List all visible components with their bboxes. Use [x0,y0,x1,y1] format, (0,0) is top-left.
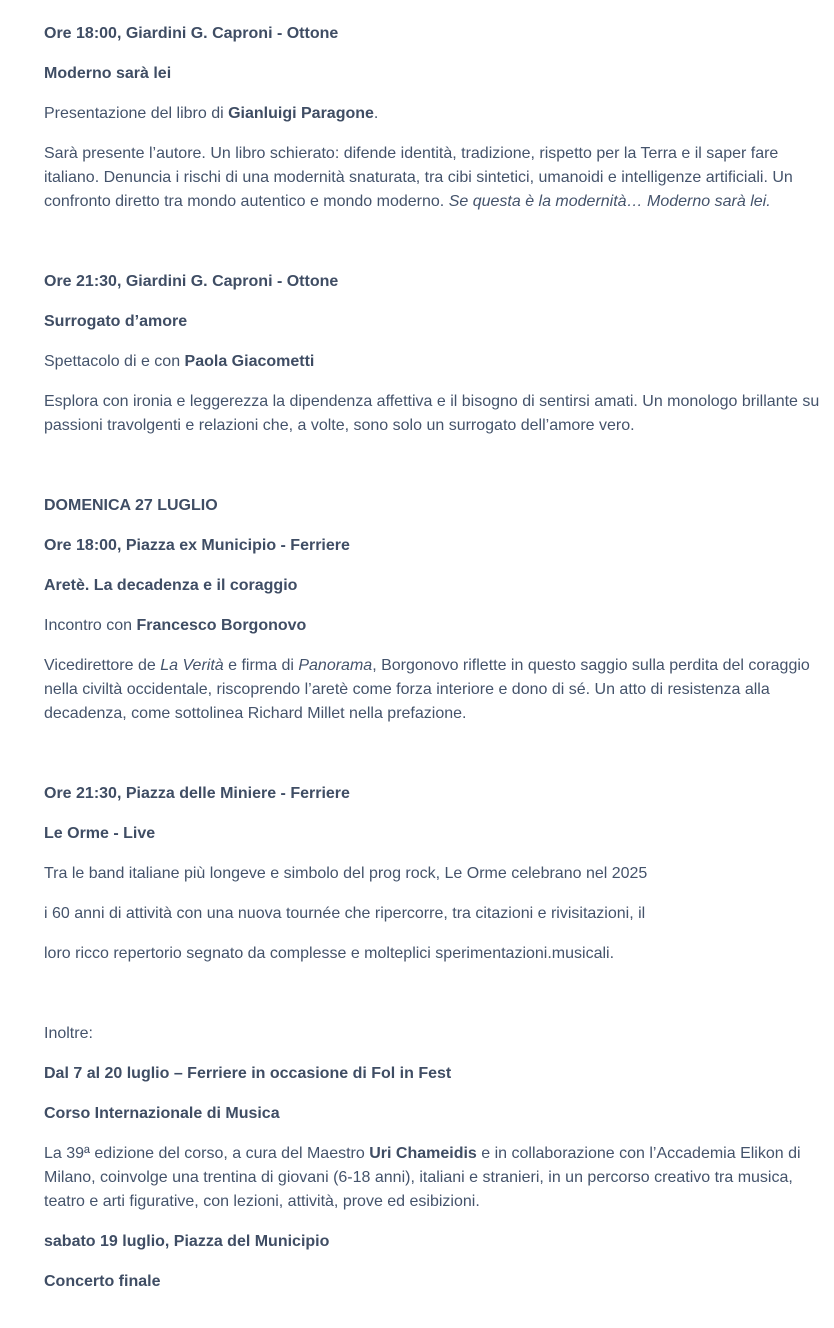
description-italic: Se questa è la modernità… Moderno sarà lei. [448,193,771,210]
event-description [44,654,834,726]
event-heading [44,782,834,806]
day-heading-text: DOMENICA 27 LUGLIO [44,497,218,514]
event-title-text: Concerto finale [44,1273,161,1290]
article-body [44,22,834,1310]
extra-label: Inoltre: [44,1025,93,1042]
description-text: Esplora con ironia e leggerezza la dipendenza affettiva e il bisogno di sentirsi amati. Un monologo brillante su passioni travolgenti e relazioni che, a volte, sono solo un surrogato dell’amore vero. [44,393,820,434]
event-description-line: loro ricco repertorio segnato da complesse e molteplici sperimentazioni.musicali. [44,945,615,962]
event-title [44,62,834,86]
event-title-text: Corso Internazionale di Musica [44,1105,280,1122]
description-prefix: La 39ª edizione del corso, a cura del Maestro [44,1145,370,1162]
event-title [44,574,834,598]
event-intro [44,350,834,374]
intro-author: Paola Giacometti [184,353,315,370]
description-part: e firma di [223,657,299,674]
event-title-text: Le Orme - Live [44,825,156,842]
intro-author: Gianluigi Paragone [228,105,374,122]
event-title [44,310,834,334]
event-heading-text: Ore 21:30, Giardini G. Caproni - Ottone [44,273,339,290]
intro-author: Francesco Borgonovo [136,617,307,634]
event-heading-text: Ore 18:00, Giardini G. Caproni - Ottone [44,25,339,42]
event-title-text: Surrogato d’amore [44,313,188,330]
event-heading-text: sabato 19 luglio, Piazza del Municipio [44,1233,330,1250]
event-intro [44,102,834,126]
section-spacer [44,742,834,782]
magazine-name: Panorama [298,657,373,674]
event-title-text: Moderno sarà lei [44,65,172,82]
event-description [44,1142,834,1214]
event-heading [44,22,834,46]
description-author: Uri Chameidis [369,1145,477,1162]
event-heading [44,1230,834,1254]
intro-prefix: Incontro con [44,617,137,634]
description-part: Vicedirettore de [44,657,161,674]
section-spacer [44,454,834,494]
day-heading [44,494,834,518]
section-spacer [44,230,834,270]
event-description [44,390,834,438]
event-heading-text: Ore 21:30, Piazza delle Miniere - Ferriere [44,785,350,802]
event-description-line: i 60 anni di attività con una nuova tournée che ripercorre, tra citazioni e rivisitazioni, il [44,905,646,922]
event-description-line: Tra le band italiane più longeve e simbolo del prog rock, Le Orme celebrano nel 2025 [44,865,648,882]
event-heading-text: Dal 7 al 20 luglio – Ferriere in occasione di Fol in Fest [44,1065,452,1082]
intro-prefix: Presentazione del libro di [44,105,229,122]
description-part: , Borgonovo riflette in questo saggio sulla perdita del coraggio nella civiltà occidentale, riscoprendo l’aretè come forza interiore e dono di sé. Un atto di resistenza alla decadenza, come sottolinea Richard Millet nella prefazione. [44,657,810,722]
event-heading-text: Ore 18:00, Piazza ex Municipio - Ferriere [44,537,350,554]
event-intro [44,614,834,638]
event-title [44,1270,834,1294]
event-title [44,822,834,846]
description-text: Sarà presente l’autore. Un libro schierato: difende identità, tradizione, rispetto per la Terra e il saper fare italiano. Denuncia i rischi di una modernità snaturata, tra cibi sintetici, umanoidi e intelligenze artificiali. Un confronto diretto tra mondo autentico e mondo moderno. [44,145,793,210]
intro-prefix: Spettacolo di e con [44,353,185,370]
event-title [44,1102,834,1126]
event-heading [44,1062,834,1086]
intro-suffix: . [373,105,379,122]
event-heading [44,534,834,558]
event-title-text: Aretè. La decadenza e il coraggio [44,577,298,594]
event-heading [44,270,834,294]
section-spacer [44,982,834,1022]
newspaper-name: La Verità [160,657,224,674]
description-suffix: e in collaborazione con l’Accademia Elikon di Milano, coinvolge una trentina di giovani (6-18 anni), italiani e stranieri, in un percorso creativo tra musica, teatro e arti figurative, con lezioni, attività, prove ed esibizioni. [44,1145,801,1210]
event-description [44,142,834,214]
